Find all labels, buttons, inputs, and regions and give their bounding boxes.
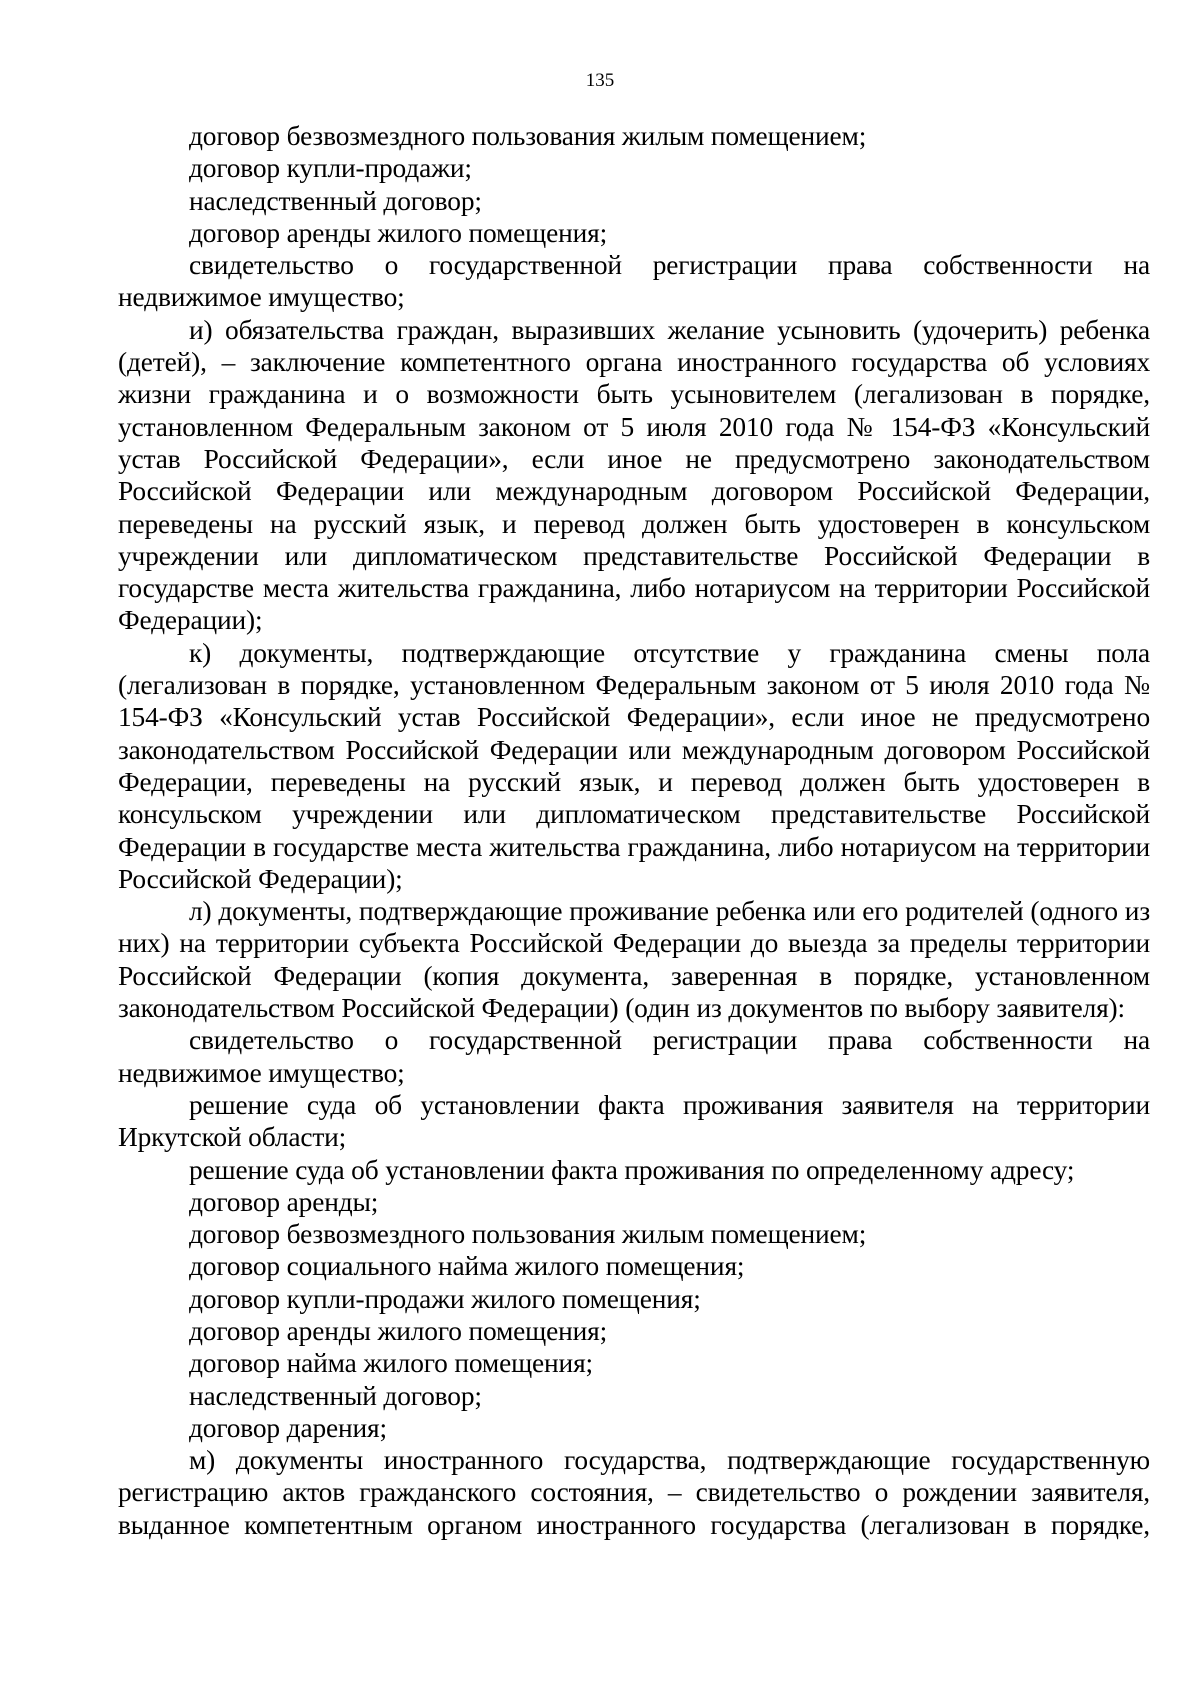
paragraph-lease-contract: договор аренды жилого помещения; — [189, 217, 608, 248]
paragraph-item-k: к) документы, подтверждающие отсутствие у гражданина смены пола (легализован в порядке, установленном Федеральным законом от 5 июля 2010 года № 154-ФЗ «Консульский устав Российской Федерации», если иное не предусмотрено законодательством Российской Федерации или международным договором Российской Федерации, переведены на русский язык, и перевод должен быть удостоверен в консульском учреждении или дипломатическом представительстве Российской Федерации в государстве места жительства гражданина, либо нотариусом на территории Российской Федерации); — [118, 637, 1150, 894]
paragraph-court-decision-address: решение суда об установлении факта проживания по определенному адресу; — [189, 1154, 1075, 1185]
paragraph-ownership-certificate: свидетельство о государственной регистрации права собственности на недвижимое имущество; — [118, 250, 1150, 313]
paragraph-ownership-certificate-2: свидетельство о государственной регистрации права собственности на недвижимое имущество; — [118, 1025, 1150, 1088]
paragraph-item-i: и) обязательства граждан, выразивших желание усыновить (удочерить) ребенка (детей), – заключение компетентного органа иностранного государства об условиях жизни гражданина и о возможности быть усыновителем (легализован в порядке, установленном Федеральным законом от 5 июля 2010 года № 154-ФЗ «Консульский устав Российской Федерации», если иное не предусмотрено законодательством Российской Федерации или международным договором Российской Федерации, переведены на русский язык, и перевод должен быть удостоверен в консульском учреждении или дипломатическом представительстве Российской Федерации в государстве места жительства гражданина, либо нотариусом на территории Российской Федерации); — [118, 314, 1150, 636]
document-body — [118, 120, 1150, 1541]
paragraph-inheritance-contract-2: наследственный договор; — [189, 1380, 482, 1411]
paragraph-inheritance-contract: наследственный договор; — [189, 185, 482, 216]
paragraph-social-rent: договор социального найма жилого помещения; — [189, 1251, 745, 1282]
page-number: 135 — [585, 70, 615, 91]
paragraph-lease: договор аренды; — [189, 1186, 379, 1217]
paragraph-contract-sale: договор купли-продажи; — [189, 153, 472, 184]
paragraph-sale-dwelling: договор купли-продажи жилого помещения; — [189, 1283, 701, 1314]
paragraph-hire-dwelling: договор найма жилого помещения; — [189, 1348, 593, 1379]
paragraph-gift-contract: договор дарения; — [189, 1412, 387, 1443]
paragraph-contract-free-use-2: договор безвозмездного пользования жилым помещением; — [189, 1219, 867, 1250]
paragraph-court-decision-region: решение суда об установлении факта проживания заявителя на территории Иркутской области; — [118, 1089, 1150, 1153]
paragraph-item-l: л) документы, подтверждающие проживание ребенка или его родителей (одного из них) на территории субъекта Российской Федерации до выезда за пределы территории Российской Федерации (копия документа, заверенная в порядке, установленном законодательством Российской Федерации) (один из документов по выбору заявителя): — [118, 896, 1150, 1024]
paragraph-item-m: м) документы иностранного государства, подтверждающие государственную регистрацию актов гражданского состояния, – свидетельство о рождении заявителя, выданное компетентным органом иностранного государства (легализован в порядке, — [118, 1445, 1150, 1540]
paragraph-lease-dwelling: договор аренды жилого помещения; — [189, 1315, 608, 1346]
paragraph-contract-free-use: договор безвозмездного пользования жилым помещением; — [189, 121, 867, 151]
